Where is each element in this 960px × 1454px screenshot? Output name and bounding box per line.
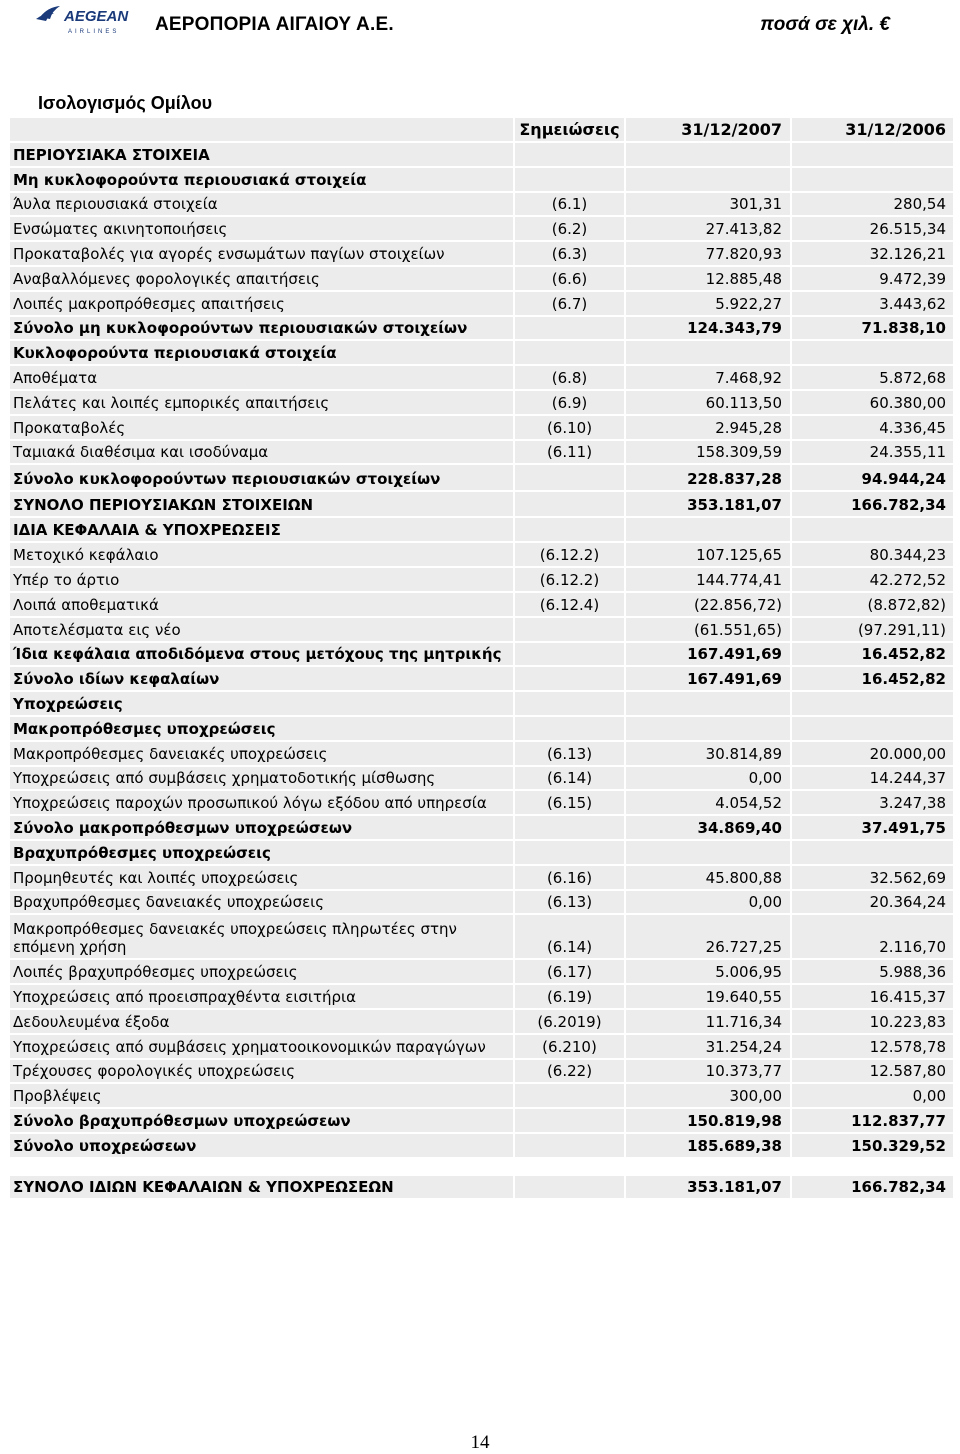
row-value-2007: 353.181,07 [626,492,792,516]
row-value-2006: 166.782,34 [851,1178,946,1197]
svg-text:AEGEAN: AEGEAN [64,8,129,25]
row-note [515,841,626,864]
page-number: 14 [470,1432,490,1453]
table-row [10,317,953,342]
row-value-2007 [626,143,792,166]
row-value-2007 [626,341,792,364]
row-note [515,341,626,364]
table-row [10,465,953,492]
row-value-2007 [626,518,792,542]
row-value-2006 [792,717,953,740]
row-note [515,692,626,715]
page-header [0,0,960,44]
table-row [10,667,953,692]
row-value-2006 [792,341,953,364]
row-value-2006: 71.838,10 [861,319,946,338]
row-note [515,143,626,166]
row-value-2006 [792,841,953,864]
section-title: Ισολογισμός Ομίλου [38,93,213,113]
row-value-2006: 80.344,23 [869,546,946,565]
table-row [10,193,953,218]
row-value-2006: 150.329,52 [851,1136,946,1155]
row-label [10,1159,515,1174]
row-note: (6.13) [515,891,626,914]
table-row [10,1176,953,1201]
table-row [10,841,953,866]
row-value-2006: 5.872,68 [879,368,946,387]
table-row [10,742,953,767]
row-note [515,667,626,690]
row-label: Δεδουλευμένα έξοδα [10,1010,515,1033]
table-row [10,767,953,792]
row-note: (6.10) [515,416,626,439]
row-label: ΣΥΝΟΛΟ ΙΔΙΩΝ ΚΕΦΑΛΑΙΩΝ & ΥΠΟΧΡΕΩΣΕΩΝ [10,1176,515,1199]
row-value-2007: 12.885,48 [626,267,792,290]
table-row [10,441,953,466]
row-note: (6.2) [515,217,626,240]
table-row [10,143,953,168]
table-row [10,816,953,841]
row-note: (6.22) [515,1060,626,1083]
table-row [10,242,953,267]
row-label: Μετοχικό κεφάλαιο [10,543,515,566]
row-label: ΣΥΝΟΛΟ ΠΕΡΙΟΥΣΙΑΚΩΝ ΣΤΟΙΧΕΙΩΝ [10,492,515,516]
row-label: Σύνολο μη κυκλοφορούντων περιουσιακών στοιχείων [10,317,515,340]
row-note [515,1134,626,1157]
row-value-2007: 5.922,27 [626,292,792,315]
row-value-2006 [792,518,953,542]
table-row [10,985,953,1010]
header-label [10,118,515,141]
company-name: ΑΕΡΟΠΟΡΙΑ ΑΙΓΑΙΟΥ Α.Ε. [155,14,394,35]
row-value-2007: 10.373,77 [626,1060,792,1083]
row-value-2007: 167.491,69 [626,643,792,666]
row-value-2007: 45.800,88 [626,866,792,889]
row-note [515,1084,626,1107]
row-value-2007: 0,00 [626,767,792,790]
row-note: (6.7) [515,292,626,315]
row-note: (6.11) [515,441,626,464]
header-notes: Σημειώσεις [515,118,626,141]
row-label: Υπέρ το άρτιο [10,568,515,591]
table-row [10,593,953,618]
table-row [10,1010,953,1035]
row-label: Αποθέματα [10,366,515,389]
table-row [10,267,953,292]
row-value-2006: 4.336,45 [879,418,946,437]
table-row [10,866,953,891]
table-row [10,518,953,544]
row-value-2006: 9.472,39 [879,269,946,288]
table-row [10,915,953,960]
table-row [10,292,953,317]
row-value-2006: 42.272,52 [869,570,946,589]
row-value-2006: 32.126,21 [869,244,946,263]
row-value-2006: 16.452,82 [861,670,946,689]
row-value-2006: 12.587,80 [869,1062,946,1081]
row-note: (6.12.2) [515,568,626,591]
row-value-2007: 27.413,82 [626,217,792,240]
row-label: Υποχρεώσεις από συμβάσεις χρηματοδοτικής μίσθωσης [10,767,515,790]
row-value-2007: 300,00 [626,1084,792,1107]
row-note: (6.16) [515,866,626,889]
row-label: Προκαταβολές για αγορές ενσωμάτων παγίων στοιχείων [10,242,515,265]
row-value-2007: 301,31 [626,193,792,216]
row-note [515,1159,626,1174]
row-label: Μακροπρόθεσμες δανειακές υποχρεώσεις πληρωτέες στην επόμενη χρήση [10,915,515,958]
row-note: (6.8) [515,366,626,389]
row-value-2007: 144.774,41 [626,568,792,591]
row-value-2006: 60.380,00 [869,393,946,412]
table-row [10,1159,953,1176]
row-note: (6.13) [515,742,626,765]
units-label: ποσά σε χιλ. € [760,14,890,35]
row-value-2007: 34.869,40 [626,816,792,839]
row-label: ΠΕΡΙΟΥΣΙΑΚΑ ΣΤΟΙΧΕΙΑ [10,143,515,166]
table-row [10,416,953,441]
table-row [10,1035,953,1060]
row-value-2006: 16.415,37 [869,987,946,1006]
row-note: (6.9) [515,391,626,414]
row-value-2006 [792,168,953,191]
row-value-2007: (22.856,72) [626,593,792,616]
row-value-2006: 32.562,69 [869,868,946,887]
row-value-2007: 107.125,65 [626,543,792,566]
table-row [10,791,953,816]
row-value-2007: 5.006,95 [626,960,792,983]
row-value-2007: 150.819,98 [626,1109,792,1132]
table-row [10,717,953,742]
row-label: Υποχρεώσεις από προεισπραχθέντα εισιτήρια [10,985,515,1008]
table-row [10,643,953,668]
row-note: (6.14) [515,915,626,958]
balance-sheet-table [10,118,953,1200]
row-value-2006 [792,1159,953,1174]
row-value-2007 [626,841,792,864]
row-note: (6.3) [515,242,626,265]
table-row [10,543,953,568]
row-note [515,643,626,666]
row-value-2006: 24.355,11 [869,443,946,462]
row-note: (6.12.2) [515,543,626,566]
row-label: Προκαταβολές [10,416,515,439]
row-value-2006: 16.452,82 [861,645,946,664]
row-note: (6.14) [515,767,626,790]
row-value-2006: 37.491,75 [861,818,946,837]
row-value-2007: 30.814,89 [626,742,792,765]
row-label: Προμηθευτές και λοιπές υποχρεώσεις [10,866,515,889]
row-label: Σύνολο ιδίων κεφαλαίων [10,667,515,690]
table-row [10,618,953,643]
row-label: Τρέχουσες φορολογικές υποχρεώσεις [10,1060,515,1083]
row-value-2006: (8.872,82) [867,595,946,614]
row-label: Υποχρεώσεις [10,692,515,715]
table-row [10,341,953,366]
row-value-2007: 124.343,79 [626,317,792,340]
row-note [515,1109,626,1132]
table-row [10,568,953,593]
row-value-2007: 167.491,69 [626,667,792,690]
row-value-2006 [792,143,953,166]
row-note: (6.12.4) [515,593,626,616]
row-label: Αποτελέσματα εις νέο [10,618,515,641]
row-value-2006 [792,692,953,715]
row-value-2007: 31.254,24 [626,1035,792,1058]
row-note: (6.17) [515,960,626,983]
row-value-2007: 228.837,28 [626,465,792,490]
row-value-2006: 5.988,36 [879,963,946,982]
row-label: Μακροπρόθεσμες δανειακές υποχρεώσεις [10,742,515,765]
row-label: Ίδια κεφάλαια αποδιδόμενα στους μετόχους της μητρικής [10,643,515,666]
table-row [10,891,953,916]
row-label: Λοιπές μακροπρόθεσμες απαιτήσεις [10,292,515,315]
row-label: Μη κυκλοφορούντα περιουσιακά στοιχεία [10,168,515,191]
row-value-2006: (97.291,11) [857,620,946,639]
row-value-2006: 20.000,00 [869,744,946,763]
row-label: Σύνολο βραχυπρόθεσμων υποχρεώσεων [10,1109,515,1132]
row-note [515,1176,626,1199]
row-note [515,518,626,542]
row-value-2006: 2.116,70 [879,938,946,957]
row-value-2007 [626,717,792,740]
table-row [10,1134,953,1159]
row-label: Άυλα περιουσιακά στοιχεία [10,193,515,216]
row-value-2006: 3.443,62 [879,294,946,313]
row-value-2007: 11.716,34 [626,1010,792,1033]
row-value-2006: 20.364,24 [869,893,946,912]
row-value-2007: 2.945,28 [626,416,792,439]
row-note [515,492,626,516]
row-note [515,317,626,340]
row-value-2006: 10.223,83 [869,1012,946,1031]
row-label: Μακροπρόθεσμες υποχρεώσεις [10,717,515,740]
row-note: (6.1) [515,193,626,216]
row-value-2006: 112.837,77 [851,1111,946,1130]
row-label: Βραχυπρόθεσμες δανειακές υποχρεώσεις [10,891,515,914]
row-value-2007: 7.468,92 [626,366,792,389]
row-label: Ενσώματες ακινητοποιήσεις [10,217,515,240]
row-label: Λοιπές βραχυπρόθεσμες υποχρεώσεις [10,960,515,983]
row-note [515,465,626,490]
row-value-2007: (61.551,65) [626,618,792,641]
row-note: (6.2019) [515,1010,626,1033]
row-value-2007: 0,00 [626,891,792,914]
table-row [10,1084,953,1109]
row-label: ΙΔΙΑ ΚΕΦΑΛΑΙΑ & ΥΠΟΧΡΕΩΣΕΙΣ [10,518,515,542]
row-value-2007: 26.727,25 [626,915,792,958]
row-value-2006: 3.247,38 [879,794,946,813]
row-note: (6.6) [515,267,626,290]
row-note [515,168,626,191]
table-row [10,391,953,416]
row-note [515,717,626,740]
row-value-2006: 0,00 [912,1087,946,1106]
table-row [10,366,953,391]
row-value-2007: 158.309,59 [626,441,792,464]
row-note [515,816,626,839]
table-row [10,692,953,717]
row-label: Σύνολο υποχρεώσεων [10,1134,515,1157]
row-label: Βραχυπρόθεσμες υποχρεώσεις [10,841,515,864]
row-value-2006: 26.515,34 [869,220,946,239]
row-value-2006: 166.782,34 [851,495,946,514]
table-row [10,1060,953,1085]
row-value-2007: 4.054,52 [626,791,792,814]
row-value-2007: 19.640,55 [626,985,792,1008]
header-2006: 31/12/2006 [845,120,946,139]
row-label: Υποχρεώσεις παροχών προσωπικού λόγω εξόδου από υπηρεσία [10,791,515,814]
row-label: Προβλέψεις [10,1084,515,1107]
svg-text:AIRLINES: AIRLINES [68,29,120,35]
table-header-row [10,118,953,143]
table-row [10,492,953,518]
row-label: Αναβαλλόμενες φορολογικές απαιτήσεις [10,267,515,290]
row-value-2007 [626,168,792,191]
row-label: Λοιπά αποθεματικά [10,593,515,616]
row-value-2007 [626,1159,792,1174]
row-label: Κυκλοφορούντα περιουσιακά στοιχεία [10,341,515,364]
row-label: Ταμιακά διαθέσιμα και ισοδύναμα [10,441,515,464]
row-value-2007: 60.113,50 [626,391,792,414]
row-value-2007: 353.181,07 [626,1176,792,1199]
row-note: (6.15) [515,791,626,814]
row-value-2007: 185.689,38 [626,1134,792,1157]
row-value-2007: 77.820,93 [626,242,792,265]
table-row [10,960,953,985]
row-value-2007 [626,692,792,715]
table-row [10,168,953,193]
row-value-2006: 14.244,37 [869,769,946,788]
row-value-2006: 94.944,24 [861,470,946,489]
row-note: (6.210) [515,1035,626,1058]
row-value-2006: 280,54 [893,195,946,214]
table-row [10,1109,953,1134]
row-value-2006: 12.578,78 [869,1037,946,1056]
row-label: Σύνολο μακροπρόθεσμων υποχρεώσεων [10,816,515,839]
aegean-logo [34,3,129,39]
row-note [515,618,626,641]
row-label: Σύνολο κυκλοφορούντων περιουσιακών στοιχείων [10,465,515,490]
row-note: (6.19) [515,985,626,1008]
row-label: Υποχρεώσεις από συμβάσεις χρηματοοικονομικών παραγώγων [10,1035,515,1058]
table-row [10,217,953,242]
row-label: Πελάτες και λοιπές εμπορικές απαιτήσεις [10,391,515,414]
header-2007: 31/12/2007 [626,118,792,141]
